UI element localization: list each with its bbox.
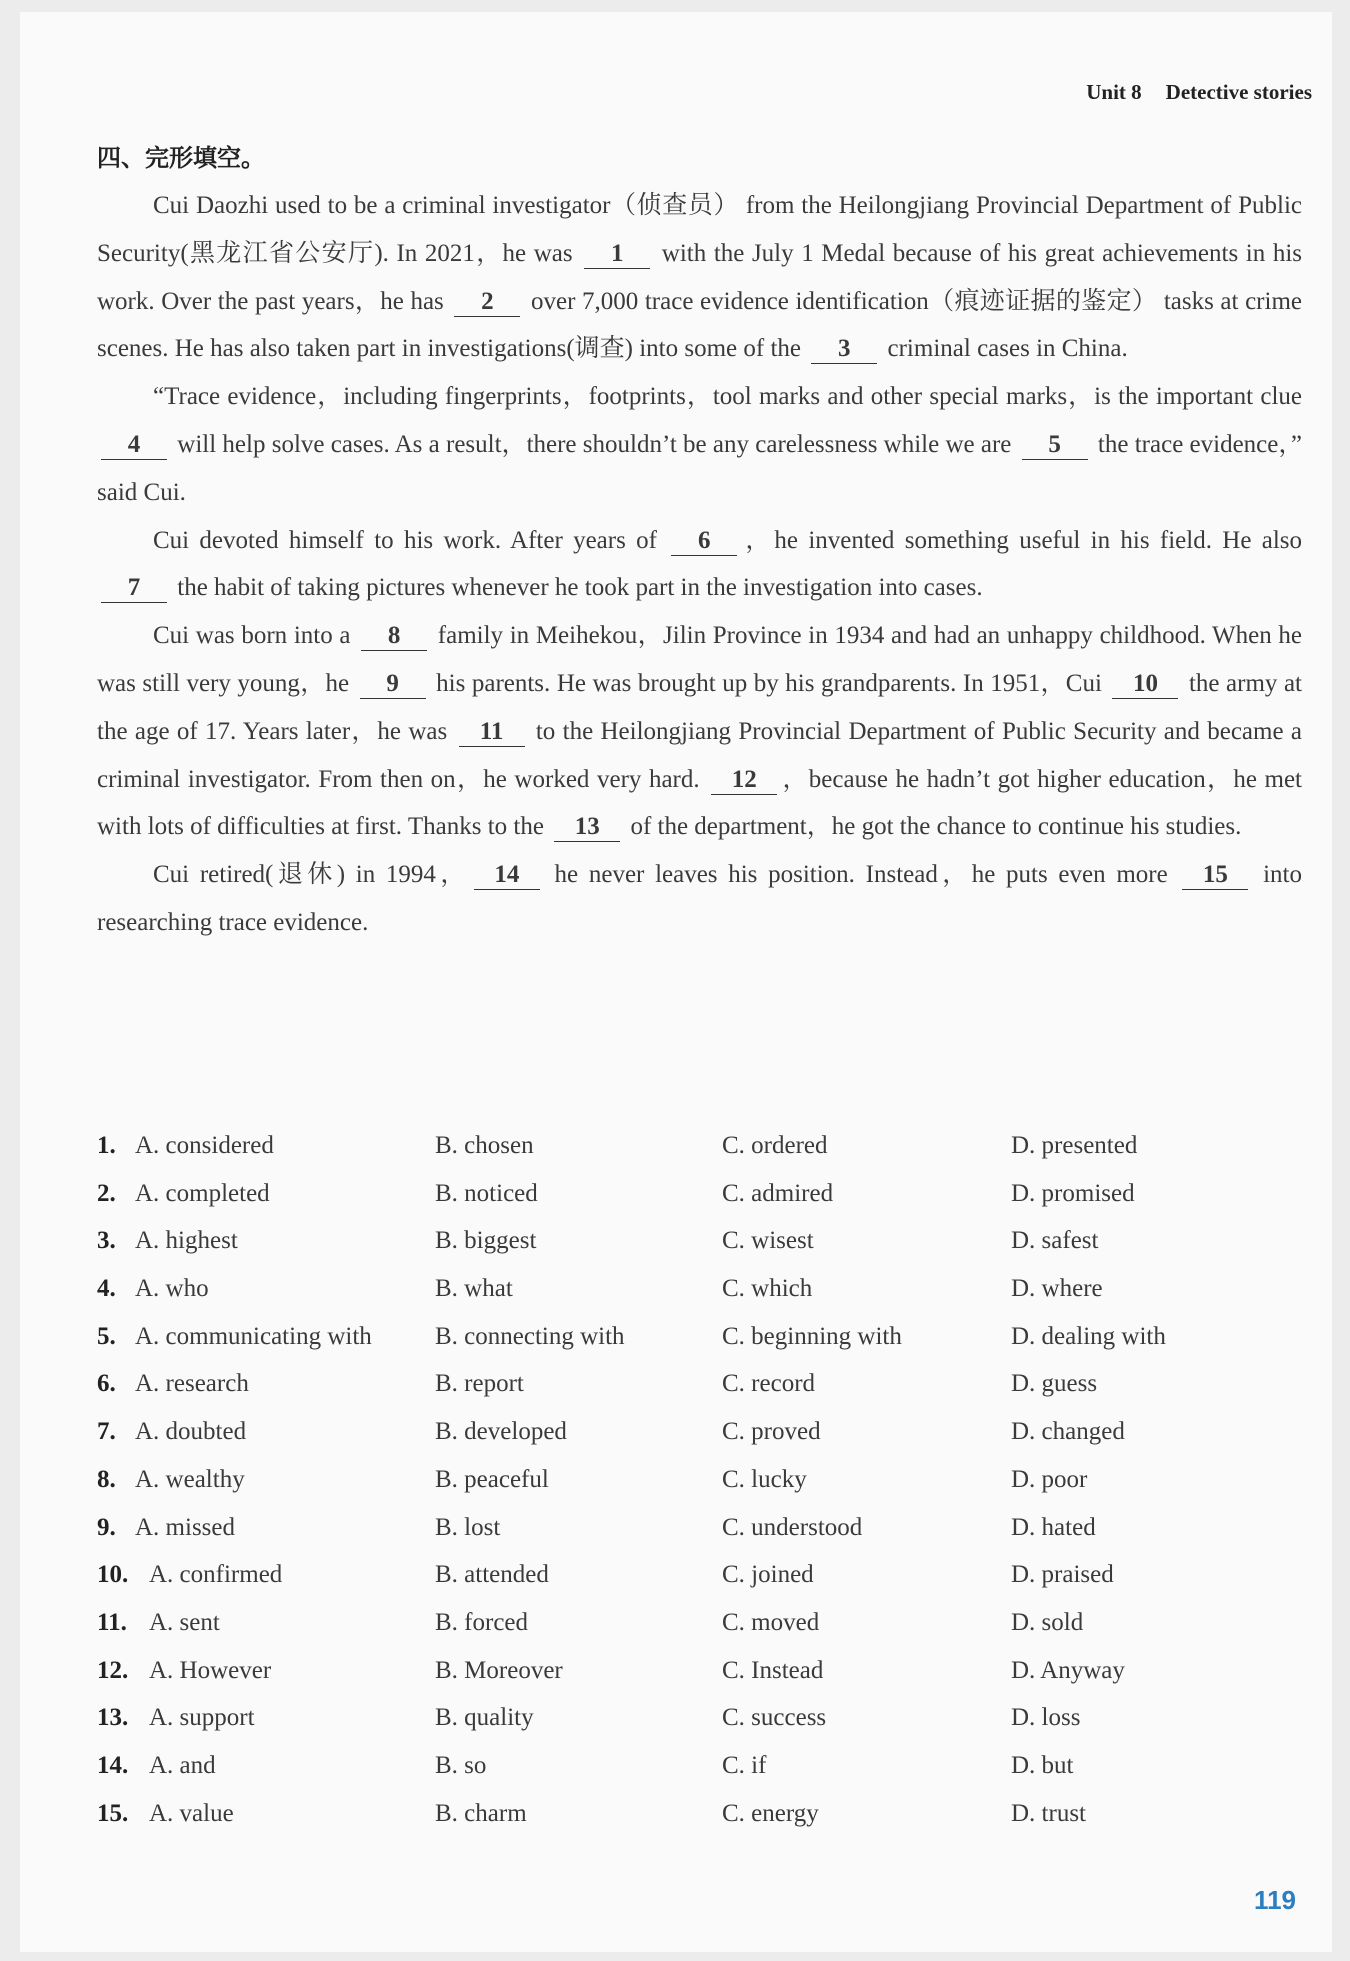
option-c: C. energy xyxy=(722,1799,819,1827)
passage-paragraph xyxy=(97,851,1302,947)
page-number: 119 xyxy=(1254,1885,1296,1915)
blank-5: 5 xyxy=(1022,431,1088,460)
option-a: A. communicating with xyxy=(135,1322,372,1350)
option-b: B. peaceful xyxy=(435,1465,549,1493)
blank-1: 1 xyxy=(584,240,650,269)
question-number: 9. xyxy=(97,1513,116,1541)
question-row xyxy=(97,1657,1302,1705)
option-d: D. hated xyxy=(1011,1513,1096,1541)
passage-text: the trace evidence，” said Cui. xyxy=(97,430,1302,506)
blank-15: 15 xyxy=(1182,861,1248,890)
passage-text: Cui was born into a xyxy=(153,622,358,650)
passage-text: the army at the age of 17. Years later，he was xyxy=(97,669,1302,745)
question-row xyxy=(97,1466,1302,1514)
option-a: A. highest xyxy=(135,1227,238,1255)
textbook-page xyxy=(20,12,1332,1952)
blank-2: 2 xyxy=(454,288,520,317)
option-a: A. value xyxy=(149,1799,234,1827)
passage-text: Cui Daozhi used to be a criminal investigator（侦查员） from the Heilongjiang Provincial Department of Public Security(黑龙江省公安厅). In 2021，he was xyxy=(97,192,1302,267)
passage-paragraph xyxy=(97,517,1302,613)
option-b: B. attended xyxy=(435,1561,549,1589)
passage-text: of the department，he got the chance to continue his studies. xyxy=(624,813,1242,841)
question-row xyxy=(97,1323,1302,1371)
blank-6: 6 xyxy=(671,527,737,556)
option-c: C. beginning with xyxy=(722,1322,902,1350)
option-c: C. understood xyxy=(722,1513,863,1541)
option-d: D. praised xyxy=(1011,1561,1114,1589)
option-b: B. chosen xyxy=(435,1132,534,1159)
passage-text: ，he invented something useful in his field. He also xyxy=(741,526,1303,554)
question-number: 2. xyxy=(97,1179,116,1207)
option-a: A. research xyxy=(135,1370,249,1398)
option-a: A. confirmed xyxy=(149,1561,283,1589)
passage-text: the habit of taking pictures whenever he took part in the investigation into cases. xyxy=(171,574,983,602)
passage-paragraph xyxy=(97,182,1302,373)
option-b: B. noticed xyxy=(435,1179,538,1207)
option-b: B. lost xyxy=(435,1513,501,1541)
option-d: D. but xyxy=(1011,1751,1074,1779)
blank-14: 14 xyxy=(474,861,540,890)
option-b: B. report xyxy=(435,1370,524,1398)
option-b: B. Moreover xyxy=(435,1656,563,1684)
option-c: C. joined xyxy=(722,1561,814,1589)
option-d: D. guess xyxy=(1011,1370,1098,1398)
option-a: A. who xyxy=(135,1275,209,1303)
option-d: D. trust xyxy=(1011,1799,1086,1827)
option-c: C. proved xyxy=(722,1418,821,1446)
option-a: A. However xyxy=(149,1656,272,1684)
blank-13: 13 xyxy=(554,813,620,842)
option-a: A. support xyxy=(149,1704,255,1732)
question-number: 7. xyxy=(97,1418,116,1446)
question-row xyxy=(97,1561,1302,1609)
question-number: 15. xyxy=(97,1799,129,1827)
question-row xyxy=(97,1370,1302,1418)
passage-text: to the Heilongjiang Provincial Department of Public Security and became a criminal investigator. From then on，he worked very hard. xyxy=(97,717,1302,793)
option-d: D. dealing with xyxy=(1011,1322,1166,1350)
blank-7: 7 xyxy=(101,574,167,603)
option-c: C. Instead xyxy=(722,1656,824,1684)
question-row xyxy=(97,1514,1302,1562)
passage-text: will help solve cases. As a result，there shouldn’t be any carelessness while we are xyxy=(171,430,1018,458)
blank-12: 12 xyxy=(711,766,777,795)
option-a: A. completed xyxy=(135,1179,270,1207)
option-c: C. admired xyxy=(722,1179,834,1207)
option-c: C. wisest xyxy=(722,1227,814,1255)
question-number: 12. xyxy=(97,1656,129,1684)
option-b: B. so xyxy=(435,1751,487,1779)
unit-label: Unit 8 xyxy=(1086,80,1142,104)
option-d: D. loss xyxy=(1011,1704,1081,1732)
question-row xyxy=(97,1227,1302,1275)
question-number: 14. xyxy=(97,1751,129,1779)
passage-text: Cui devoted himself to his work. After years of xyxy=(153,526,668,554)
passage-paragraph xyxy=(97,612,1302,851)
question-row xyxy=(97,1132,1302,1180)
question-number: 8. xyxy=(97,1465,116,1493)
option-a: A. doubted xyxy=(135,1418,247,1446)
question-row xyxy=(97,1180,1302,1228)
option-d: D. poor xyxy=(1011,1465,1088,1493)
passage-text: over 7,000 trace evidence identification（痕迹证据的鉴定） tasks at crime scenes. He has also taken part in investigations(调查) into some of the xyxy=(97,287,1302,363)
section-title: 四、完形填空。 xyxy=(97,144,265,172)
passage-text: ，because he hadn’t got higher education，he met with lots of difficulties at first. Thanks to the xyxy=(97,765,1302,841)
question-row xyxy=(97,1800,1302,1848)
blank-9: 9 xyxy=(360,670,426,699)
blank-3: 3 xyxy=(811,335,877,364)
blank-11: 11 xyxy=(459,718,525,747)
passage-text: with the July 1 Medal because of his great achievements in his work. Over the past years，he has xyxy=(97,239,1302,315)
option-c: C. moved xyxy=(722,1608,820,1636)
question-number: 1. xyxy=(97,1132,116,1159)
option-c: C. which xyxy=(722,1275,813,1303)
option-b: B. charm xyxy=(435,1799,527,1827)
option-b: B. what xyxy=(435,1275,513,1303)
option-c: C. ordered xyxy=(722,1132,828,1159)
option-d: D. sold xyxy=(1011,1608,1084,1636)
passage-text: family in Meihekou，Jilin Province in 1934 and had an unhappy childhood. When he was still very young，he xyxy=(97,622,1302,697)
passage-text: his parents. He was brought up by his grandparents. In 1951，Cui xyxy=(429,669,1109,697)
unit-title: Detective stories xyxy=(1165,80,1312,104)
option-d: D. changed xyxy=(1011,1418,1125,1446)
blank-10: 10 xyxy=(1112,670,1178,699)
passage-text: into researching trace evidence. xyxy=(97,861,1302,936)
question-number: 13. xyxy=(97,1704,129,1732)
options-list xyxy=(97,1132,1302,1847)
passage-text: criminal cases in China. xyxy=(881,335,1128,363)
option-c: C. record xyxy=(722,1370,816,1398)
option-b: B. biggest xyxy=(435,1227,537,1255)
question-row xyxy=(97,1609,1302,1657)
passage-text: Cui retired(退休) in 1994， xyxy=(153,861,470,889)
option-a: A. sent xyxy=(149,1608,220,1636)
option-d: D. Anyway xyxy=(1011,1656,1125,1684)
option-b: B. quality xyxy=(435,1704,534,1732)
option-c: C. success xyxy=(722,1704,827,1732)
option-a: A. missed xyxy=(135,1513,235,1541)
option-c: C. if xyxy=(722,1751,767,1779)
question-row xyxy=(97,1418,1302,1466)
running-header xyxy=(1062,80,1312,105)
option-d: D. presented xyxy=(1011,1132,1138,1159)
question-number: 4. xyxy=(97,1275,116,1303)
option-c: C. lucky xyxy=(722,1465,807,1493)
passage-text: “Trace evidence，including fingerprints，footprints，tool marks and other special marks，is the important clue xyxy=(153,383,1302,411)
blank-8: 8 xyxy=(361,622,427,651)
question-number: 10. xyxy=(97,1561,129,1589)
option-d: D. promised xyxy=(1011,1179,1135,1207)
option-a: A. considered xyxy=(135,1132,274,1159)
option-b: B. forced xyxy=(435,1608,529,1636)
option-d: D. safest xyxy=(1011,1227,1099,1255)
option-a: A. wealthy xyxy=(135,1465,245,1493)
question-number: 3. xyxy=(97,1227,116,1255)
question-number: 11. xyxy=(97,1608,127,1636)
question-number: 5. xyxy=(97,1322,116,1350)
option-b: B. developed xyxy=(435,1418,567,1446)
option-d: D. where xyxy=(1011,1275,1103,1303)
question-row xyxy=(97,1704,1302,1752)
passage-text: he never leaves his position. Instead，he puts even more xyxy=(543,861,1179,889)
option-b: B. connecting with xyxy=(435,1322,625,1350)
passage-paragraph xyxy=(97,373,1302,516)
option-a: A. and xyxy=(149,1751,216,1779)
question-row xyxy=(97,1752,1302,1800)
question-number: 6. xyxy=(97,1370,116,1398)
cloze-passage xyxy=(97,182,1302,947)
question-row xyxy=(97,1275,1302,1323)
blank-4: 4 xyxy=(101,431,167,460)
